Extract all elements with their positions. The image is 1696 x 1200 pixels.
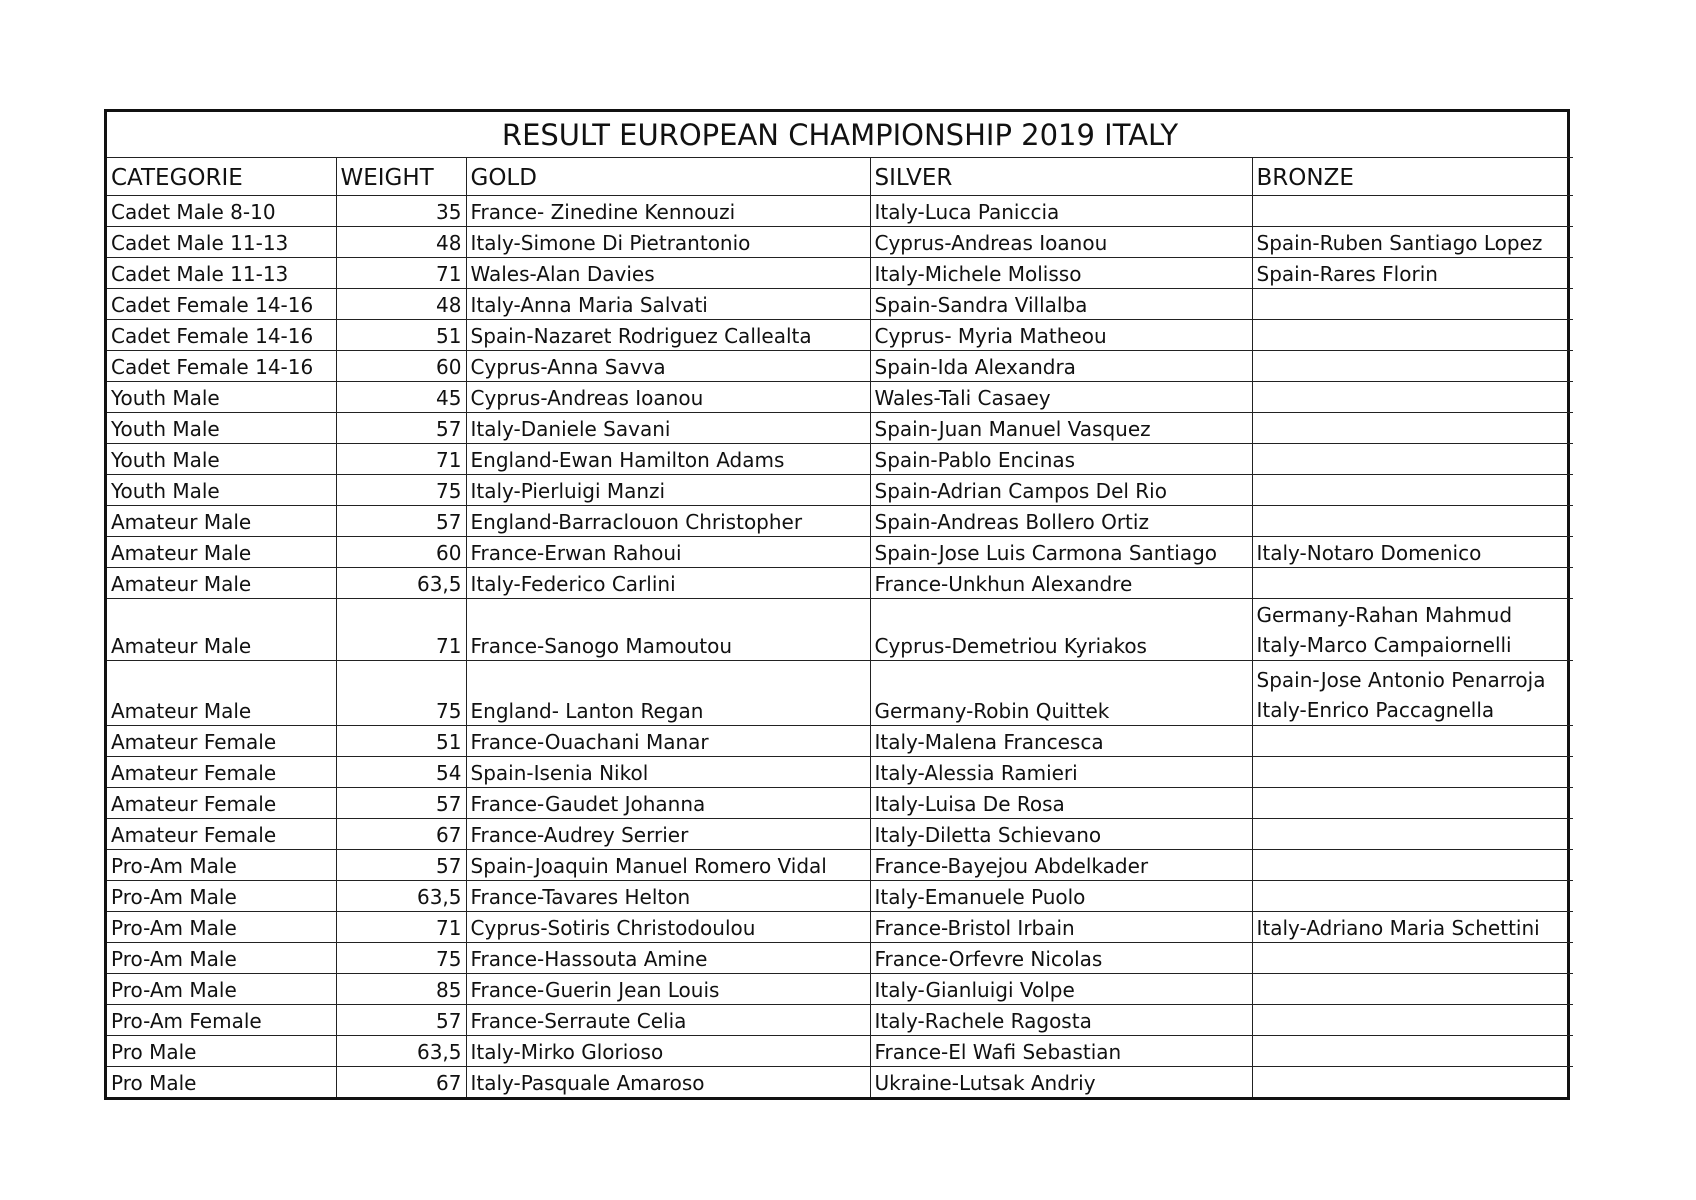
weight-cell: 51 [336,320,466,351]
weight-cell: 48 [336,289,466,320]
weight-cell: 63,5 [336,1036,466,1067]
categorie-cell: Pro-Am Female [107,1005,336,1036]
table-row [107,320,1573,351]
title-row [107,112,1573,158]
bronze-cell [1252,661,1573,726]
gold-cell: France-Gaudet Johanna [466,788,870,819]
table-row [107,258,1573,289]
bronze-line: Italy-Marco Campaiornelli [1256,633,1512,657]
table-row [107,506,1573,537]
gold-cell: Italy-Federico Carlini [466,568,870,599]
weight-cell: 48 [336,227,466,258]
silver-cell: Spain-Andreas Bollero Ortiz [870,506,1252,537]
weight-cell: 57 [336,413,466,444]
categorie-cell: Pro Male [107,1067,336,1098]
table-row [107,943,1573,974]
bronze-cell [1252,850,1573,881]
categorie-cell: Amateur Male [107,599,336,661]
table-row [107,974,1573,1005]
silver-cell: Italy-Malena Francesca [870,726,1252,757]
table-row [107,661,1573,726]
gold-cell: France- Zinedine Kennouzi [466,196,870,227]
gold-cell: France-Erwan Rahoui [466,537,870,568]
bronze-line: Italy-Enrico Paccagnella [1256,698,1495,722]
silver-cell: France-Bristol Irbain [870,912,1252,943]
bronze-line: Spain-Jose Antonio Penarroja [1256,668,1546,692]
silver-cell: Wales-Tali Casaey [870,382,1252,413]
weight-cell: 51 [336,726,466,757]
table-row [107,1067,1573,1098]
gold-cell: Spain-Joaquin Manuel Romero Vidal [466,850,870,881]
silver-cell: Italy-Diletta Schievano [870,819,1252,850]
weight-cell: 54 [336,757,466,788]
header-gold: GOLD [466,158,870,196]
categorie-cell: Cadet Male 8-10 [107,196,336,227]
weight-cell: 60 [336,537,466,568]
silver-cell: Spain-Ida Alexandra [870,351,1252,382]
bronze-cell [1252,568,1573,599]
bronze-cell [1252,413,1573,444]
gold-cell: Italy-Pasquale Amaroso [466,1067,870,1098]
weight-cell: 57 [336,506,466,537]
categorie-cell: Cadet Female 14-16 [107,289,336,320]
weight-cell: 45 [336,382,466,413]
gold-cell: Italy-Mirko Glorioso [466,1036,870,1067]
silver-cell: Spain-Juan Manuel Vasquez [870,413,1252,444]
silver-cell: Italy-Alessia Ramieri [870,757,1252,788]
categorie-cell: Amateur Male [107,568,336,599]
silver-cell: Italy-Rachele Ragosta [870,1005,1252,1036]
bronze-cell [1252,599,1573,661]
weight-cell: 35 [336,196,466,227]
gold-cell: France-Audrey Serrier [466,819,870,850]
weight-cell: 60 [336,351,466,382]
header-silver: SILVER [870,158,1252,196]
silver-cell: Italy-Gianluigi Volpe [870,974,1252,1005]
weight-cell: 85 [336,974,466,1005]
silver-cell: France-Unkhun Alexandre [870,568,1252,599]
categorie-cell: Pro-Am Male [107,912,336,943]
table-row [107,726,1573,757]
categorie-cell: Cadet Male 11-13 [107,258,336,289]
weight-cell: 57 [336,850,466,881]
categorie-cell: Cadet Female 14-16 [107,320,336,351]
table-row [107,788,1573,819]
table-row [107,819,1573,850]
results-table [107,112,1573,1097]
bronze-cell [1252,289,1573,320]
gold-cell: Cyprus-Andreas Ioanou [466,382,870,413]
categorie-cell: Youth Male [107,475,336,506]
silver-cell: Italy-Michele Molisso [870,258,1252,289]
gold-cell: France-Serraute Celia [466,1005,870,1036]
gold-cell: Italy-Daniele Savani [466,413,870,444]
gold-cell: Italy-Simone Di Pietrantonio [466,227,870,258]
bronze-cell [1252,506,1573,537]
table-row [107,599,1573,661]
gold-cell: Italy-Pierluigi Manzi [466,475,870,506]
bronze-cell [1252,726,1573,757]
silver-cell: Cyprus-Andreas Ioanou [870,227,1252,258]
table-row [107,196,1573,227]
bronze-cell [1252,444,1573,475]
bronze-cell [1252,943,1573,974]
categorie-cell: Youth Male [107,444,336,475]
categorie-cell: Amateur Female [107,726,336,757]
bronze-cell [1252,788,1573,819]
categorie-cell: Amateur Male [107,506,336,537]
categorie-cell: Pro-Am Male [107,974,336,1005]
weight-cell: 75 [336,661,466,726]
categorie-cell: Pro-Am Male [107,881,336,912]
bronze-cell: Italy-Adriano Maria Schettini [1252,912,1573,943]
header-weight: WEIGHT [336,158,466,196]
weight-cell: 63,5 [336,881,466,912]
silver-cell: Spain-Pablo Encinas [870,444,1252,475]
categorie-cell: Cadet Male 11-13 [107,227,336,258]
silver-cell: Spain-Jose Luis Carmona Santiago [870,537,1252,568]
categorie-cell: Youth Male [107,382,336,413]
gold-cell: France-Tavares Helton [466,881,870,912]
silver-cell: France-Orfevre Nicolas [870,943,1252,974]
categorie-cell: Amateur Female [107,788,336,819]
table-row [107,227,1573,258]
gold-cell: Spain-Isenia Nikol [466,757,870,788]
header-row [107,158,1573,196]
bronze-cell: Spain-Rares Florin [1252,258,1573,289]
table-row [107,475,1573,506]
bronze-cell [1252,974,1573,1005]
silver-cell: Cyprus- Myria Matheou [870,320,1252,351]
table-row [107,757,1573,788]
bronze-cell [1252,351,1573,382]
categorie-cell: Cadet Female 14-16 [107,351,336,382]
gold-cell: France-Sanogo Mamoutou [466,599,870,661]
table-row [107,912,1573,943]
bronze-cell [1252,757,1573,788]
categorie-cell: Amateur Male [107,537,336,568]
silver-cell: Cyprus-Demetriou Kyriakos [870,599,1252,661]
bronze-cell [1252,1036,1573,1067]
bronze-cell [1252,382,1573,413]
weight-cell: 71 [336,258,466,289]
bronze-cell [1252,475,1573,506]
header-categorie: CATEGORIE [107,158,336,196]
silver-cell: Italy-Emanuele Puolo [870,881,1252,912]
gold-cell: Italy-Anna Maria Salvati [466,289,870,320]
weight-cell: 67 [336,819,466,850]
categorie-cell: Amateur Male [107,661,336,726]
gold-cell: France-Ouachani Manar [466,726,870,757]
silver-cell: France-Bayejou Abdelkader [870,850,1252,881]
table-row [107,382,1573,413]
gold-cell: England- Lanton Regan [466,661,870,726]
categorie-cell: Pro-Am Male [107,850,336,881]
results-sheet [104,109,1570,1100]
bronze-line: Germany-Rahan Mahmud [1256,603,1513,627]
page-title: RESULT EUROPEAN CHAMPIONSHIP 2019 ITALY [107,112,1573,158]
weight-cell: 71 [336,912,466,943]
weight-cell: 71 [336,599,466,661]
gold-cell: France-Guerin Jean Louis [466,974,870,1005]
table-row [107,351,1573,382]
categorie-cell: Amateur Female [107,819,336,850]
gold-cell: Wales-Alan Davies [466,258,870,289]
categorie-cell: Amateur Female [107,757,336,788]
table-row [107,537,1573,568]
table-row [107,1036,1573,1067]
bronze-cell [1252,196,1573,227]
bronze-cell: Spain-Ruben Santiago Lopez [1252,227,1573,258]
silver-cell: Ukraine-Lutsak Andriy [870,1067,1252,1098]
silver-cell: Spain-Adrian Campos Del Rio [870,475,1252,506]
silver-cell: Italy-Luca Paniccia [870,196,1252,227]
weight-cell: 63,5 [336,568,466,599]
gold-cell: Cyprus-Sotiris Christodoulou [466,912,870,943]
gold-cell: Spain-Nazaret Rodriguez Callealta [466,320,870,351]
header-bronze: BRONZE [1252,158,1573,196]
table-row [107,289,1573,320]
gold-cell: Cyprus-Anna Savva [466,351,870,382]
table-row [107,1005,1573,1036]
categorie-cell: Pro-Am Male [107,943,336,974]
weight-cell: 75 [336,943,466,974]
silver-cell: Italy-Luisa De Rosa [870,788,1252,819]
table-row [107,850,1573,881]
table-row [107,413,1573,444]
categorie-cell: Pro Male [107,1036,336,1067]
categorie-cell: Youth Male [107,413,336,444]
bronze-cell [1252,1067,1573,1098]
weight-cell: 57 [336,1005,466,1036]
weight-cell: 57 [336,788,466,819]
bronze-cell [1252,819,1573,850]
silver-cell: Germany-Robin Quittek [870,661,1252,726]
silver-cell: Spain-Sandra Villalba [870,289,1252,320]
bronze-cell [1252,881,1573,912]
silver-cell: France-El Wafi Sebastian [870,1036,1252,1067]
table-row [107,881,1573,912]
gold-cell: England-Ewan Hamilton Adams [466,444,870,475]
gold-cell: England-Barraclouon Christopher [466,506,870,537]
weight-cell: 75 [336,475,466,506]
gold-cell: France-Hassouta Amine [466,943,870,974]
bronze-cell [1252,320,1573,351]
weight-cell: 67 [336,1067,466,1098]
weight-cell: 71 [336,444,466,475]
table-row [107,444,1573,475]
bronze-cell: Italy-Notaro Domenico [1252,537,1573,568]
bronze-cell [1252,1005,1573,1036]
table-row [107,568,1573,599]
